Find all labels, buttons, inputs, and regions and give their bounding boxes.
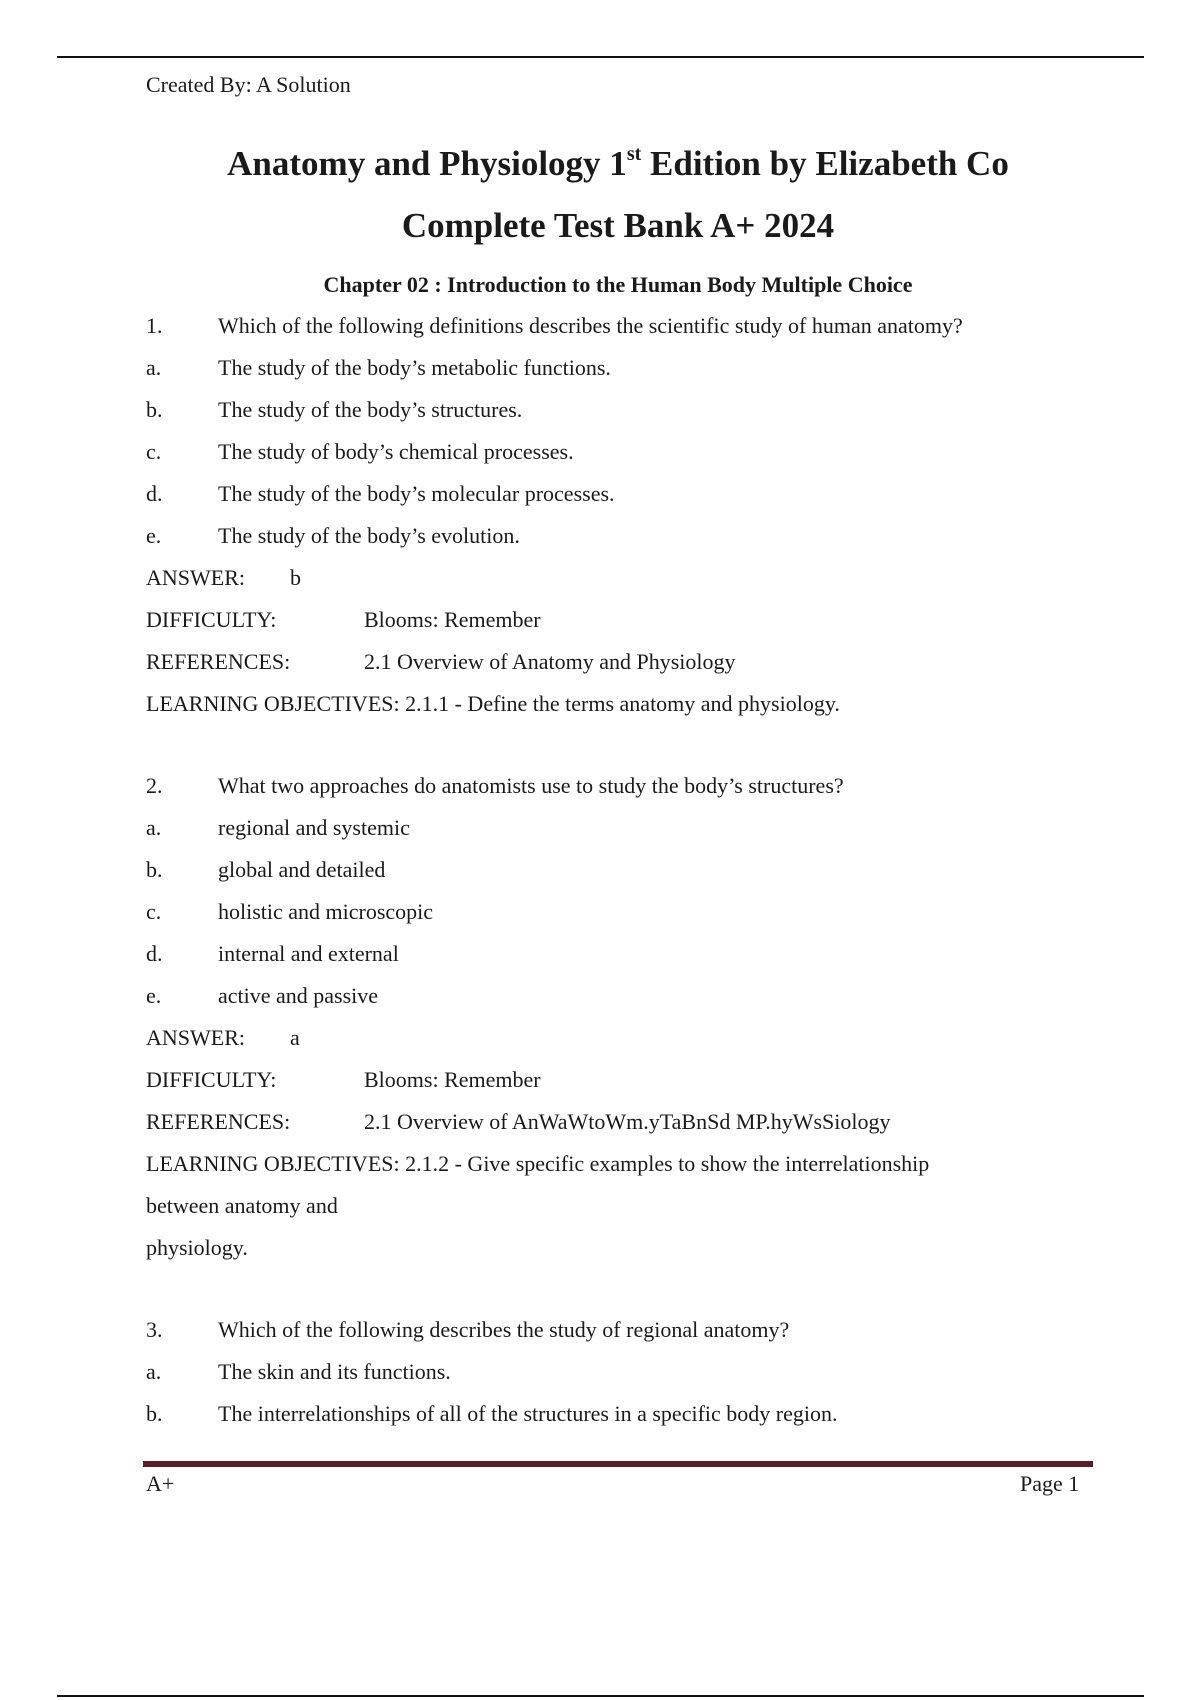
learning-objectives-line-3: physiology.	[146, 1235, 248, 1260]
created-by: Created By: A Solution	[146, 72, 351, 97]
question-1	[146, 305, 1106, 765]
difficulty-line: DIFFICULTY: Blooms: Remember	[146, 1067, 541, 1092]
question-2	[146, 765, 1106, 1309]
spacer	[146, 1269, 1106, 1309]
option-b: b. global and detailed	[146, 857, 386, 882]
question-list	[146, 305, 1106, 1435]
top-rule	[57, 56, 1144, 58]
option-d: d. internal and external	[146, 941, 399, 966]
answer-line: ANSWER: a	[146, 1025, 300, 1050]
chapter-heading: Chapter 02 : Introduction to the Human Body Multiple Choice	[323, 272, 913, 297]
question-stem: 2. What two approaches do anatomists use to study the body’s structures?	[146, 773, 844, 798]
question-stem: 3. Which of the following describes the study of regional anatomy?	[146, 1317, 790, 1342]
question-3	[146, 1309, 1106, 1435]
spacer	[146, 725, 1106, 765]
option-c: c. The study of body’s chemical processes.	[146, 439, 574, 464]
learning-objectives-line: LEARNING OBJECTIVES: 2.1.2 - Give specific examples to show the interrelationship	[146, 1151, 930, 1176]
references-line: REFERENCES: 2.1 Overview of AnWaWtoWm.yTaBnSd MP.hyWsSiology	[146, 1109, 891, 1134]
document-title-line-2: Complete Test Bank A+ 2024	[401, 206, 835, 245]
document-title-line-1: Anatomy and Physiology 1st Edition by Elizabeth Co	[227, 143, 1009, 183]
page-number: Page 1	[1020, 1471, 1080, 1496]
difficulty-line: DIFFICULTY: Blooms: Remember	[146, 607, 541, 632]
learning-objectives-line-2: between anatomy and	[146, 1193, 338, 1218]
option-b: b. The study of the body’s structures.	[146, 397, 523, 422]
option-a: a. regional and systemic	[146, 815, 410, 840]
option-e: e. active and passive	[146, 983, 379, 1008]
option-a: a. The skin and its functions.	[146, 1359, 451, 1384]
option-d: d. The study of the body’s molecular processes.	[146, 481, 615, 506]
option-b: b. The interrelationships of all of the structures in a specific body region.	[146, 1401, 838, 1426]
option-e: e. The study of the body’s evolution.	[146, 523, 520, 548]
option-a: a. The study of the body’s metabolic functions.	[146, 355, 611, 380]
references-line: REFERENCES: 2.1 Overview of Anatomy and Physiology	[146, 649, 736, 674]
bottom-rule	[57, 1695, 1144, 1697]
learning-objectives-line: LEARNING OBJECTIVES: 2.1.1 - Define the terms anatomy and physiology.	[146, 691, 840, 716]
question-stem: 1. Which of the following definitions describes the scientific study of human anatomy?	[146, 313, 963, 338]
option-c: c. holistic and microscopic	[146, 899, 434, 924]
answer-line: ANSWER: b	[146, 565, 301, 590]
footer-label: A+	[146, 1471, 175, 1496]
footer-rule	[143, 1461, 1093, 1467]
